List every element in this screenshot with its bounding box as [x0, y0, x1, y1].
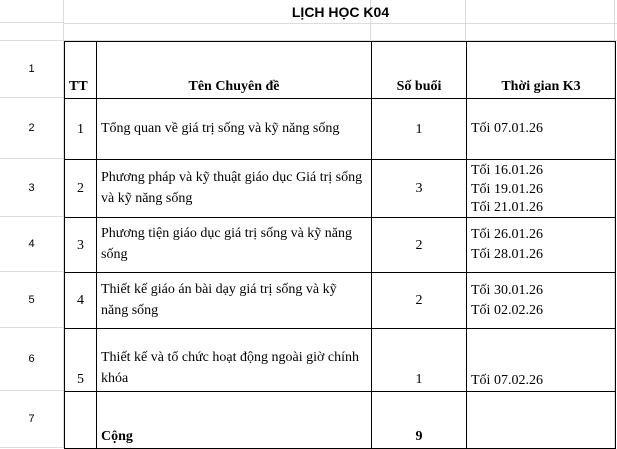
header-tt[interactable]: TT [65, 42, 97, 99]
schedule-table [64, 41, 616, 449]
topic-text: Thiết kế và tổ chức hoạt động ngoài giờ chính khóa [101, 350, 359, 386]
cell-sessions[interactable]: 3 [372, 160, 467, 218]
table-row [65, 160, 616, 218]
time-entry: Tối 07.02.26 [471, 373, 543, 388]
cell-topic[interactable] [97, 218, 372, 273]
table-row [65, 99, 616, 160]
header-row [65, 42, 616, 99]
topic-text: Phương tiện giáo dục giá trị sống và kỹ năng sống [101, 226, 353, 262]
total-label[interactable]: Cộng [97, 392, 372, 449]
cell-sessions[interactable]: 1 [372, 99, 467, 160]
header-sessions[interactable]: Số buổi [372, 42, 467, 99]
table-row [65, 218, 616, 273]
row-header-3[interactable]: 3 [0, 159, 64, 217]
cell-time[interactable] [467, 160, 616, 218]
cell-time[interactable] [467, 273, 616, 329]
time-entry: Tối 19.01.26 [471, 181, 543, 197]
time-entry: Tối 30.01.26 [471, 282, 543, 298]
topic-text: Thiết kế giáo án bài dạy giá trị sống và kỹ năng sống [101, 281, 337, 318]
cell-tt[interactable]: 2 [65, 160, 97, 218]
header-time[interactable]: Thời gian K3 [467, 42, 616, 99]
sheet-title[interactable]: LỊCH HỌC K04 [291, 4, 390, 20]
time-entry: Tối 07.01.26 [471, 121, 543, 136]
row-header-5[interactable]: 5 [0, 272, 64, 328]
table-row [65, 329, 616, 392]
row-header-2[interactable]: 2 [0, 98, 64, 159]
cell-time[interactable] [467, 99, 616, 160]
time-entry: Tối 02.02.26 [471, 302, 543, 318]
row-header-blank[interactable] [0, 23, 64, 41]
cell-time[interactable] [467, 329, 616, 392]
cell-time[interactable] [467, 218, 616, 273]
topic-text: Tổng quan về giá trị sống và kỹ năng sống [101, 120, 340, 136]
cell-tt-empty[interactable] [65, 392, 97, 449]
cell-tt[interactable]: 5 [65, 329, 97, 392]
cell-tt[interactable]: 4 [65, 273, 97, 329]
row-header-blank[interactable] [0, 0, 64, 23]
cell-topic[interactable] [97, 273, 372, 329]
row-header-1[interactable]: 1 [0, 41, 64, 98]
time-entry: Tối 28.01.26 [471, 247, 543, 262]
total-row [65, 392, 616, 449]
cell-sessions[interactable]: 2 [372, 218, 467, 273]
cell-topic[interactable] [97, 99, 372, 160]
time-entry: Tối 21.01.26 [471, 199, 543, 215]
row-header-4[interactable]: 4 [0, 217, 64, 272]
cell-sessions[interactable]: 1 [372, 329, 467, 392]
cell-tt[interactable]: 1 [65, 99, 97, 160]
cell-tt[interactable]: 3 [65, 218, 97, 273]
row-header-6[interactable]: 6 [0, 328, 64, 391]
cell-topic[interactable] [97, 329, 372, 392]
cell-time-empty[interactable] [467, 392, 616, 449]
topic-text: Phương pháp và kỹ thuật giáo dục Giá trị sống và kỹ năng sống [101, 169, 363, 206]
header-topic[interactable]: Tên Chuyên đề [97, 42, 372, 99]
time-entry: Tối 26.01.26 [471, 227, 543, 242]
row-header-7[interactable]: 7 [0, 391, 64, 448]
total-sessions[interactable]: 9 [372, 392, 467, 449]
time-entry: Tối 16.01.26 [471, 162, 543, 178]
cell-topic[interactable] [97, 160, 372, 218]
cell-sessions[interactable]: 2 [372, 273, 467, 329]
table-row [65, 273, 616, 329]
